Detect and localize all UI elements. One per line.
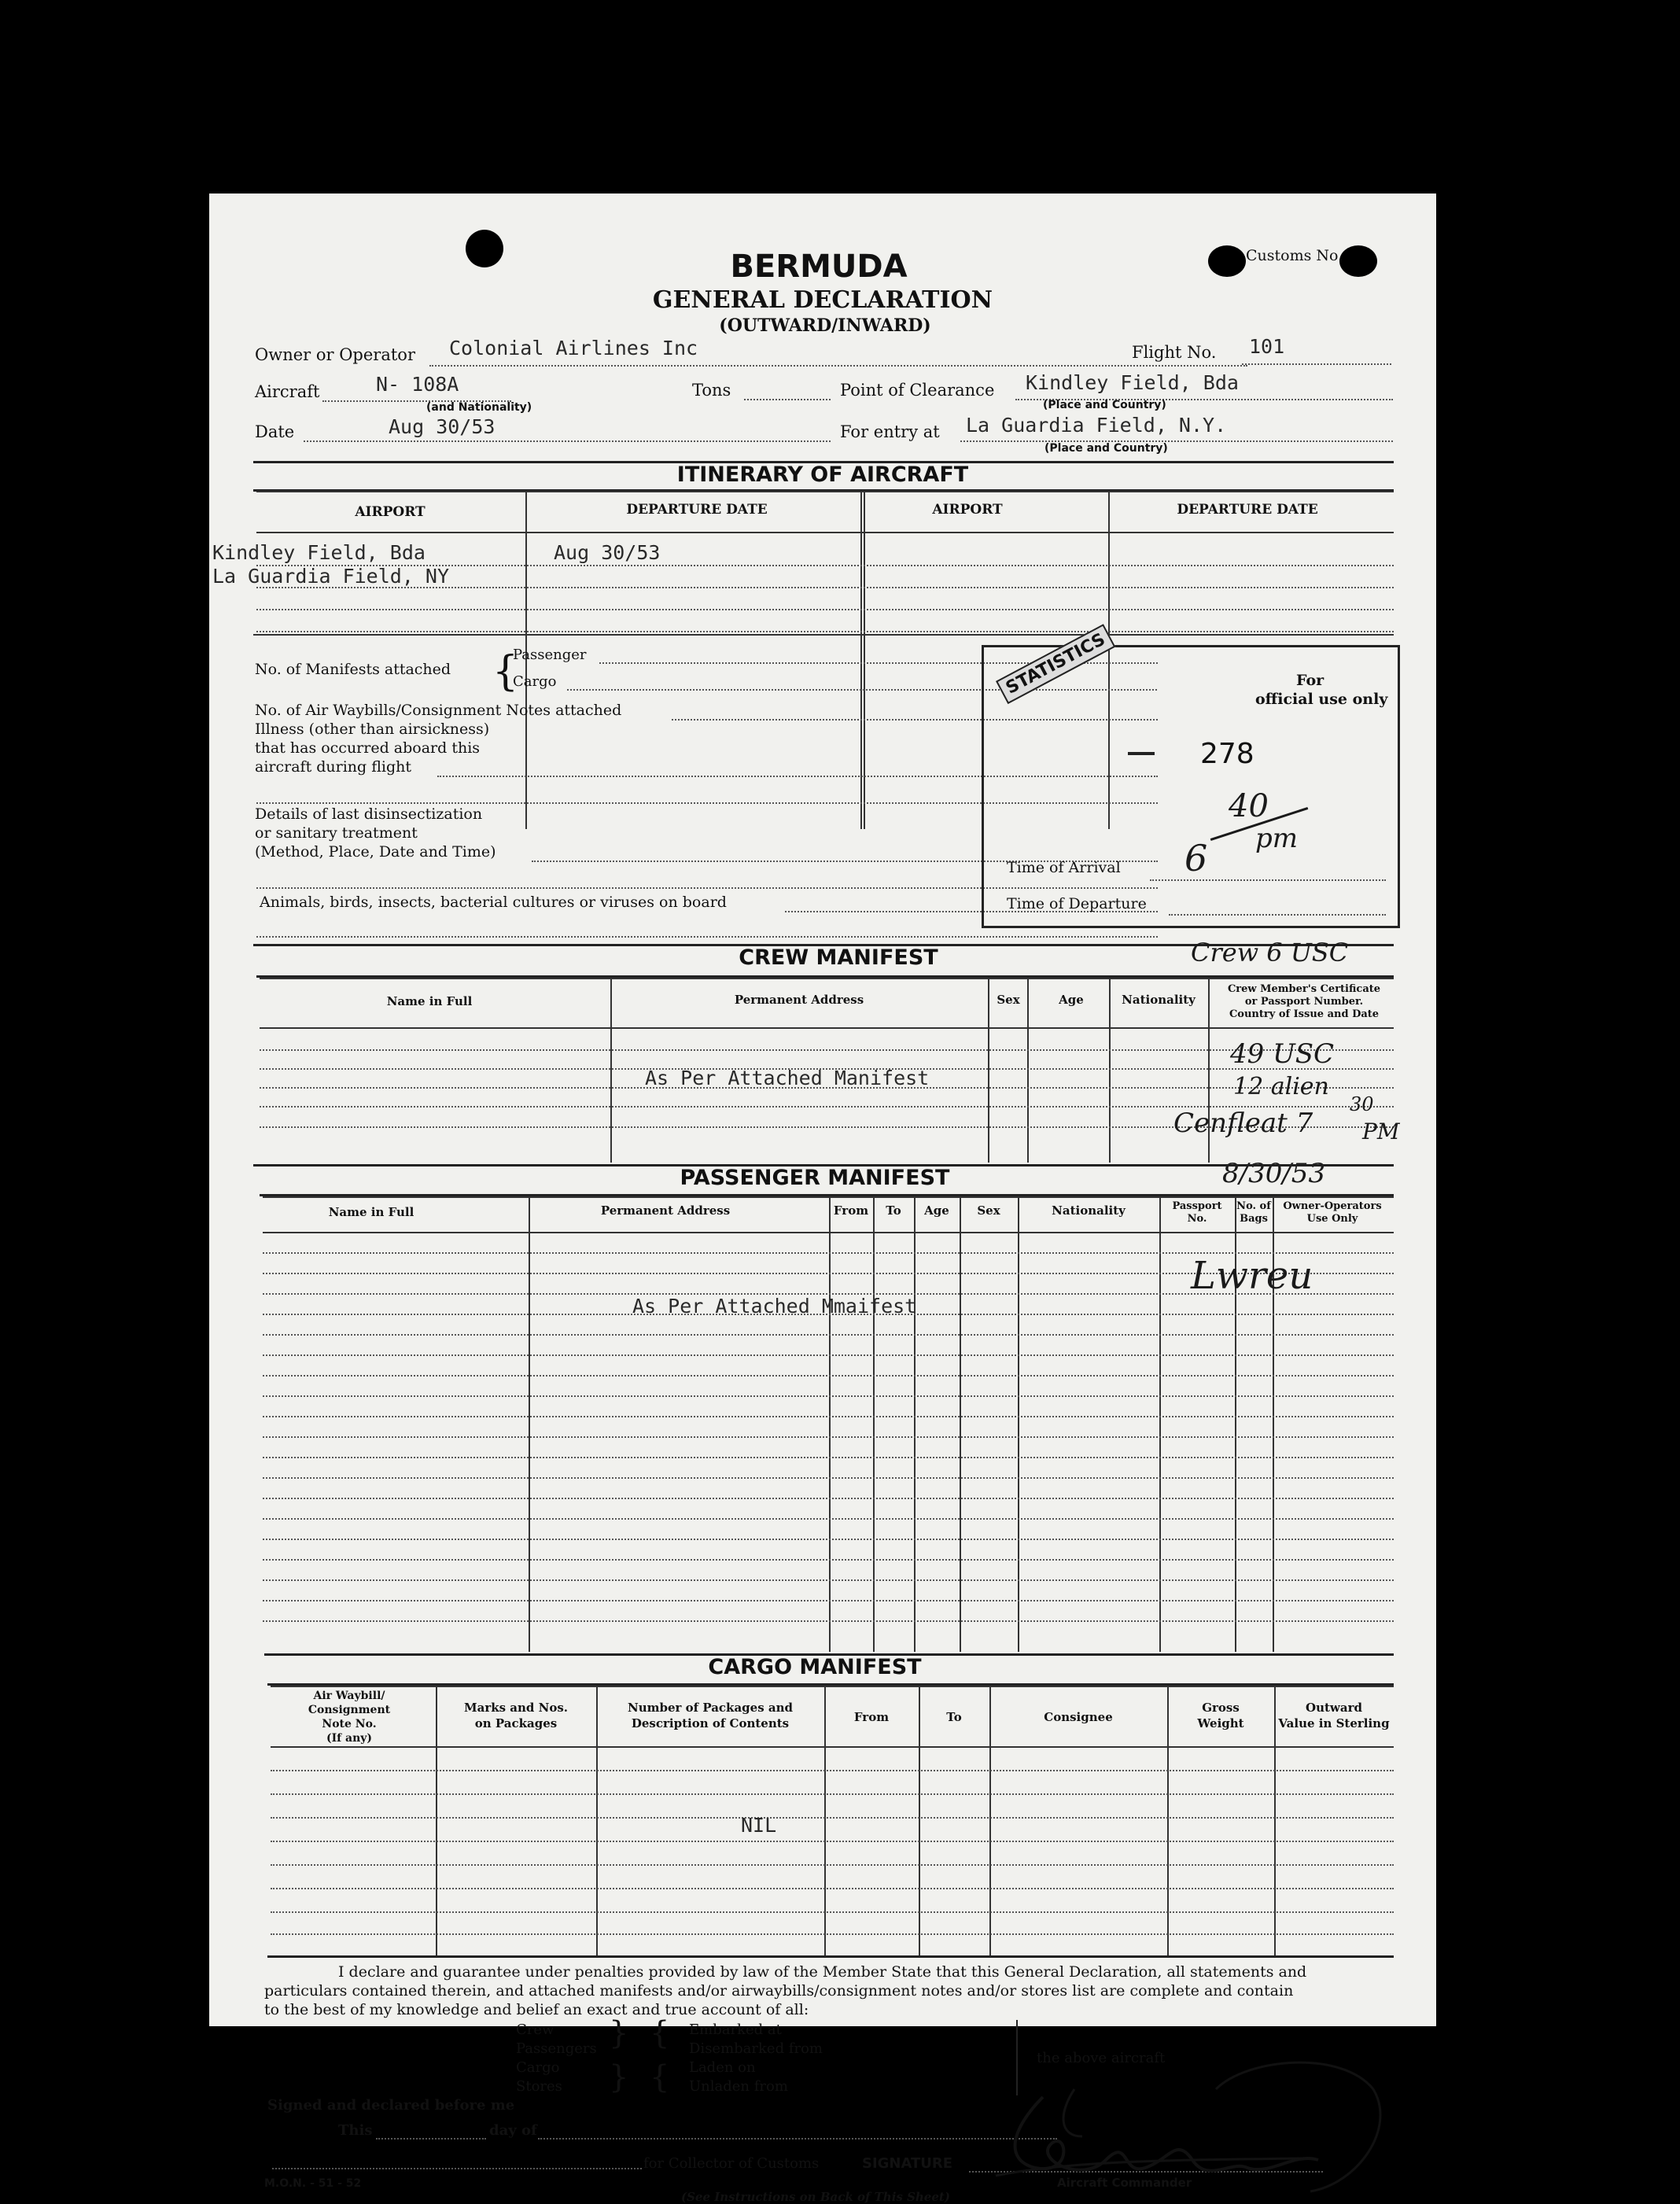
manifests-label: No. of Manifests attached — [255, 661, 451, 678]
flight-value: 101 — [1249, 335, 1285, 358]
arrival-hand-hour: 6 — [1184, 837, 1208, 879]
crew-col-name: Name in Full — [386, 994, 473, 1008]
owner-label: Owner or Operator — [255, 345, 415, 364]
passenger-col-passport1: Passport — [1172, 1200, 1222, 1212]
passenger-col-owner1: Owner-Operators — [1283, 1200, 1382, 1212]
illness-line1: Illness (other than airsickness) — [255, 721, 490, 738]
departure-label: Time of Departure — [1007, 895, 1147, 912]
official-number: 278 — [1200, 738, 1254, 770]
passenger-col-bags2: Bags — [1240, 1213, 1268, 1225]
entry-value: La Guardia Field, N.Y. — [966, 414, 1227, 437]
disinsect-line1: Details of last disinsectization — [255, 805, 483, 823]
illness-line3: aircraft during flight — [255, 758, 412, 776]
passenger-col-address: Permanent Address — [600, 1203, 731, 1218]
form-number: M.O.N. - 51 - 52 — [264, 2177, 362, 2190]
official-number-mark — [1128, 752, 1155, 755]
declaration-line3: to the best of my knowledge and belief an exact and true account of all: — [264, 2001, 809, 2018]
crew-hand-alien: 12 alien — [1233, 1073, 1329, 1100]
cargo-col-waybill3: Note No. — [322, 1718, 377, 1730]
owner-value: Colonial Airlines Inc — [449, 337, 698, 359]
crew-title: CREW MANIFEST — [739, 945, 938, 970]
declaration-unladen: Unladen from — [689, 2078, 788, 2095]
form-subtitle: GENERAL DECLARATION — [652, 286, 993, 314]
crew-hand-cenfleat-pm: PM — [1362, 1119, 1400, 1144]
cargo-col-packages1: Number of Packages and — [628, 1701, 793, 1715]
declaration-above-aircraft: the above aircraft — [1037, 2050, 1166, 2066]
declaration-line2: particulars contained therein, and attached manifests and/or airwaybills/consignment notes and/or stores list are complete and contain — [264, 1982, 1294, 1999]
declaration-brace2: } — [609, 2059, 629, 2095]
form-subtitle-direction: (OUTWARD/INWARD) — [719, 315, 931, 336]
declaration-brace4: { — [650, 2059, 670, 2095]
crew-hand-usc: 49 USC — [1230, 1038, 1335, 1070]
passenger-col-sex: Sex — [977, 1203, 1000, 1218]
cargo-col-from: From — [853, 1710, 890, 1724]
tons-label: Tons — [692, 381, 731, 400]
entry-note: (Place and Country) — [1044, 442, 1168, 455]
flight-label: Flight No. — [1132, 343, 1217, 362]
statistics-stamp: STATISTICS — [996, 624, 1115, 704]
itinerary-col-departure: DEPARTURE DATE — [626, 502, 768, 518]
official-use-only: official use only — [1255, 691, 1388, 708]
crew-hand-date: 8/30/53 — [1222, 1158, 1326, 1189]
cargo-col-to: To — [946, 1710, 962, 1724]
manifests-cargo: Cargo — [513, 673, 557, 690]
entry-label: For entry at — [840, 422, 940, 441]
arrival-hand-min: 40 — [1229, 788, 1269, 824]
manifests-brace: { — [492, 648, 519, 695]
declaration-laden: Laden on — [689, 2059, 756, 2076]
date-label: Date — [255, 422, 295, 441]
passenger-title: PASSENGER MANIFEST — [680, 1166, 950, 1190]
aircraft-value: N- 108A — [376, 373, 459, 396]
passenger-col-from: From — [833, 1203, 869, 1218]
cargo-typed: NIL — [741, 1814, 777, 1837]
passenger-hand-signature: Lwreu — [1191, 1254, 1313, 1298]
passenger-col-nationality: Nationality — [1052, 1203, 1126, 1218]
punch-hole — [1208, 245, 1246, 277]
aircraft-label: Aircraft — [255, 382, 320, 401]
declaration-crew: Crew — [516, 2022, 554, 2038]
commander-signature — [980, 2042, 1389, 2199]
arrival-hand-pm: pm — [1255, 823, 1299, 854]
aircraft-note: (and Nationality) — [426, 401, 532, 414]
crew-col-cert3: Country of Issue and Date — [1229, 1008, 1380, 1020]
crew-col-sex: Sex — [997, 993, 1020, 1007]
official-for: For — [1296, 672, 1324, 689]
itinerary-col-airport2: AIRPORT — [932, 502, 1003, 518]
itinerary-col-airport: AIRPORT — [355, 504, 426, 520]
passenger-col-to: To — [886, 1203, 901, 1218]
crew-hand-cenfleat: Cenfleat 7 — [1173, 1108, 1313, 1139]
declaration-commander: Aircraft Commander — [1057, 2176, 1192, 2190]
cargo-col-value1: Outward — [1306, 1701, 1362, 1715]
crew-hand-cenfleat-min: 30 — [1350, 1093, 1374, 1115]
crew-col-cert2: or Passport Number. — [1244, 996, 1364, 1008]
disinsect-line3: (Method, Place, Date and Time) — [255, 843, 496, 861]
passenger-col-name: Name in Full — [328, 1205, 414, 1219]
waybills-label: No. of Air Waybills/Consignment Notes attached — [255, 702, 622, 719]
arrival-label: Time of Arrival — [1007, 859, 1121, 876]
cargo-title: CARGO MANIFEST — [708, 1655, 922, 1679]
crew-col-nationality: Nationality — [1122, 993, 1196, 1007]
passenger-col-passport2: No. — [1187, 1213, 1207, 1225]
cargo-col-value2: Value in Sterling — [1278, 1716, 1390, 1730]
declaration-embarked: Embarked at — [689, 2022, 782, 2038]
crew-col-age: Age — [1059, 993, 1084, 1007]
declaration-line1: I declare and guarantee under penalties provided by law of the Member State that this General Declaration, all statements and — [338, 1963, 1307, 1981]
declaration-brace3: { — [650, 2015, 670, 2051]
cargo-col-consignee: Consignee — [1044, 1710, 1113, 1724]
form-title: BERMUDA — [730, 249, 908, 285]
passenger-col-bags1: No. of — [1236, 1200, 1271, 1212]
customs-label: Customs No. — [1246, 247, 1343, 264]
itinerary-title: ITINERARY OF AIRCRAFT — [676, 463, 969, 487]
declaration-cargo: Cargo — [516, 2059, 560, 2076]
cargo-col-waybill4: (If any) — [326, 1732, 373, 1745]
passenger-typed: As Per Attached Mmaifest — [632, 1295, 917, 1318]
punch-hole — [1339, 245, 1377, 277]
declaration-instructions: (See Instructions on Back of This Sheet) — [681, 2190, 950, 2204]
illness-line2: that has occurred aboard this — [255, 739, 481, 757]
itinerary-row1-date: Aug 30/53 — [554, 541, 661, 564]
clearance-value: Kindley Field, Bda — [1026, 371, 1239, 394]
clearance-label: Point of Clearance — [840, 381, 995, 400]
manifests-passenger: Passenger — [513, 647, 587, 663]
cargo-col-gross2: Weight — [1197, 1716, 1244, 1730]
cargo-col-packages2: Description of Contents — [631, 1716, 790, 1730]
declaration-signature-label: SIGNATURE — [862, 2155, 953, 2172]
itinerary-row2-airport: La Guardia Field, NY — [212, 565, 450, 588]
declaration-day-of: day of — [489, 2122, 537, 2139]
clearance-note: (Place and Country) — [1043, 399, 1166, 411]
declaration-stores: Stores — [516, 2078, 562, 2095]
crew-typed: As Per Attached Manifest — [645, 1067, 930, 1089]
disinsect-line2: or sanitary treatment — [255, 824, 418, 842]
cargo-col-marks2: on Packages — [474, 1716, 558, 1730]
declaration-collector: for Collector of Customs — [643, 2155, 820, 2172]
passenger-col-owner2: Use Only — [1306, 1213, 1358, 1225]
declaration-passengers: Passengers — [516, 2040, 597, 2057]
crew-hand-note: Crew 6 USC — [1191, 938, 1349, 967]
cargo-col-waybill2: Consignment — [308, 1704, 391, 1716]
official-use-box — [982, 645, 1400, 928]
declaration-signed: Signed and declared before me — [267, 2097, 515, 2114]
animals-label: Animals, birds, insects, bacterial cultures or viruses on board — [260, 894, 727, 911]
declaration-disembarked: Disembarked from — [689, 2040, 823, 2057]
punch-hole — [466, 230, 503, 267]
itinerary-col-departure2: DEPARTURE DATE — [1177, 502, 1318, 518]
cargo-col-marks1: Marks and Nos. — [463, 1701, 569, 1715]
cargo-col-gross1: Gross — [1202, 1701, 1240, 1715]
declaration-form — [209, 193, 1436, 2204]
date-value: Aug 30/53 — [389, 415, 496, 438]
crew-col-address: Permanent Address — [734, 993, 864, 1007]
itinerary-row1-airport: Kindley Field, Bda — [212, 541, 426, 564]
cargo-col-waybill1: Air Waybill/ — [313, 1690, 385, 1702]
declaration-brace1: } — [609, 2015, 629, 2051]
declaration-this: This — [338, 2122, 373, 2139]
passenger-col-age: Age — [924, 1203, 949, 1218]
crew-col-cert1: Crew Member's Certificate — [1227, 983, 1381, 995]
